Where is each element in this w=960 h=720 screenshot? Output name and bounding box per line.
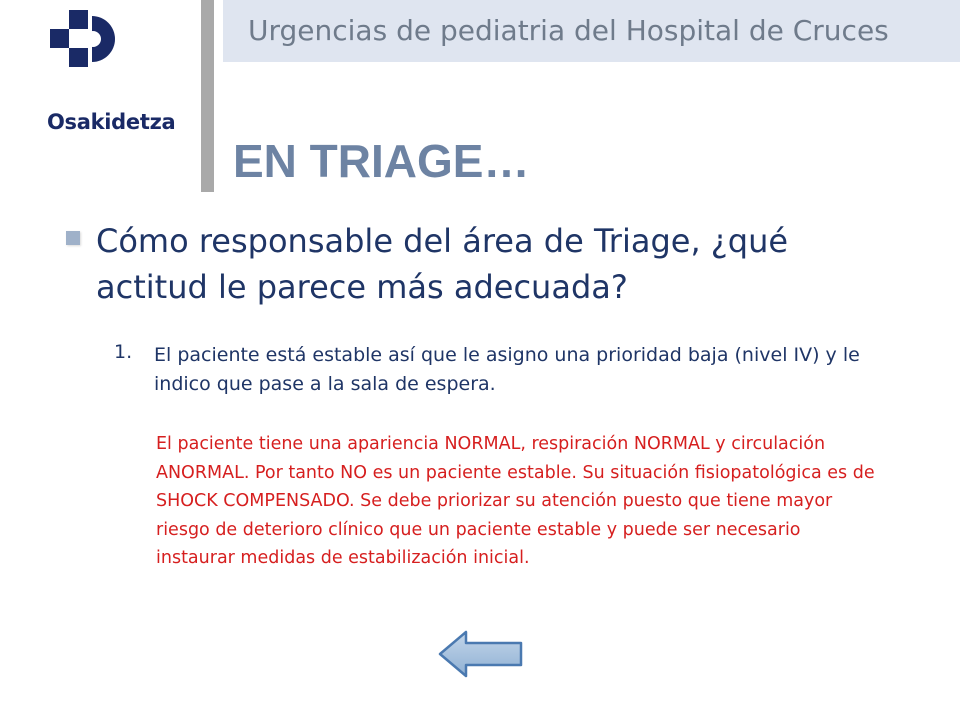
vertical-divider <box>201 0 214 192</box>
osakidetza-logo-icon <box>50 10 120 85</box>
option-number: 1. <box>114 341 133 363</box>
back-button[interactable] <box>436 628 526 680</box>
feedback-text: El paciente tiene una apariencia NORMAL, respiración NORMAL y circulación ANORMAL. Por tanto NO es un paciente estable. Su situación fisiopatológica es de SHOCK COMPENSADO. Se debe priorizar su atención puesto que tiene mayor riesgo de deterioro clínico que un paciente estable y puede ser necesario instaurar medidas de estabilización inicial. <box>156 434 875 568</box>
option-text: El paciente está estable así que le asigno una prioridad baja (nivel IV) y le indico que pase a la sala de espera. <box>154 344 860 395</box>
osakidetza-logo <box>40 10 190 134</box>
bullet-square-icon <box>66 231 80 245</box>
left-arrow-icon <box>436 628 526 680</box>
header-title: Urgencias de pediatria del Hospital de Cruces <box>248 14 889 47</box>
question-text: Cómo responsable del área de Triage, ¿qué actitud le parece más adecuada? <box>96 222 789 306</box>
logo-wordmark: Osakidetza <box>47 110 176 134</box>
slide-title: EN TRIAGE… <box>233 135 530 187</box>
